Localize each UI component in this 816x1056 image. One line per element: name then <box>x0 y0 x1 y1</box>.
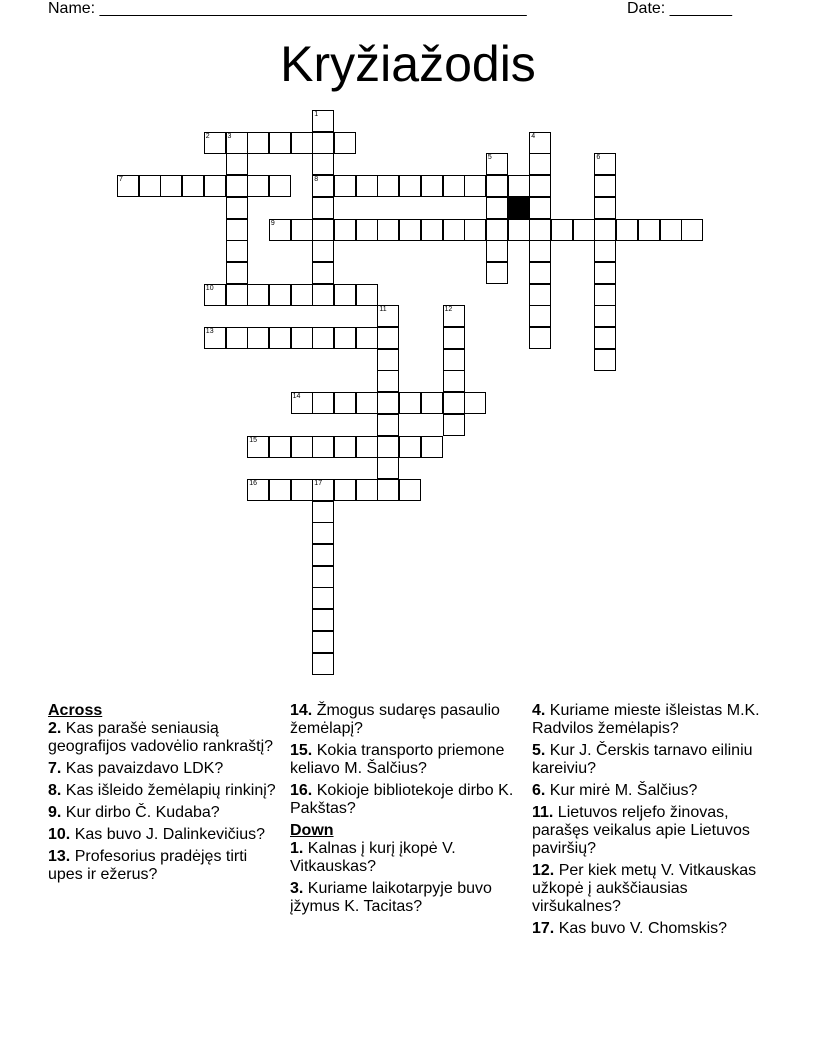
clue-number: 13. <box>48 848 71 865</box>
grid-cell <box>443 414 465 436</box>
clue-item <box>48 720 286 756</box>
grid-cell <box>529 327 551 349</box>
page-title: Kryžiažodis <box>280 36 536 92</box>
grid-clue-number: 16 <box>249 479 257 487</box>
clue-number: 16. <box>290 782 313 799</box>
grid-cell <box>377 414 399 436</box>
grid-cell <box>312 522 334 544</box>
grid-cell <box>269 284 291 306</box>
grid-cell <box>594 219 616 241</box>
grid-cell <box>269 132 291 154</box>
grid-cell <box>226 175 248 197</box>
grid-cell <box>312 501 334 523</box>
grid-cell <box>529 305 551 327</box>
clue-number: 12. <box>532 862 555 879</box>
grid-cell <box>204 175 226 197</box>
grid-cell <box>529 197 551 219</box>
grid-cell <box>377 457 399 479</box>
clue-item <box>532 702 762 738</box>
grid-cell <box>594 305 616 327</box>
grid-clue-number: 2 <box>205 132 210 140</box>
clue-text: Kur J. Čerskis tarnavo eiliniu kareiviu? <box>532 742 753 777</box>
grid-cell <box>529 153 551 175</box>
grid-cell <box>291 327 313 349</box>
grid-cell <box>529 175 551 197</box>
clue-text: Kokia transporto priemone keliavo M. Šalčius? <box>290 742 505 777</box>
clue-text: Kuriame laikotarpyje buvo įžymus K. Tacitas? <box>290 880 492 915</box>
clue-number: 7. <box>48 760 62 777</box>
grid-cell <box>312 262 334 284</box>
down-clue-list-continued <box>532 702 762 938</box>
grid-clue-number: 14 <box>292 393 301 401</box>
clue-text: Kuriame mieste išleistas M.K. Radvilos žemėlapis? <box>532 702 760 737</box>
grid-clue-number: 10 <box>205 284 214 292</box>
grid-cell <box>334 175 356 197</box>
grid-cell <box>486 240 508 262</box>
grid-cell <box>312 544 334 566</box>
clue-text: Kokioje bibliotekoje dirbo K. Pakštas? <box>290 782 514 817</box>
grid-cell <box>312 392 334 414</box>
clue-item <box>48 848 286 884</box>
grid-cell <box>464 219 486 241</box>
grid-cell <box>356 284 378 306</box>
grid-cell <box>139 175 161 197</box>
grid-cell <box>356 327 378 349</box>
grid-cell <box>443 219 465 241</box>
clue-item <box>48 782 286 800</box>
grid-cell <box>334 327 356 349</box>
grid-clue-number: 5 <box>487 154 492 162</box>
grid-cell <box>443 370 465 392</box>
grid-cell <box>356 219 378 241</box>
grid-clue-number: 9 <box>270 219 275 227</box>
clue-number: 10. <box>48 826 71 843</box>
clue-number: 8. <box>48 782 62 799</box>
grid-cell <box>638 219 660 241</box>
clue-text: Per kiek metų V. Vitkauskas užkopė į aukščiausias viršukalnes? <box>532 862 757 915</box>
grid-cell <box>312 132 334 154</box>
grid-cell <box>247 327 269 349</box>
grid-clue-number: 4 <box>531 132 536 140</box>
grid-cell <box>594 284 616 306</box>
clue-item <box>48 760 286 778</box>
grid-cell <box>443 349 465 371</box>
clue-text: Kas buvo J. Dalinkevičius? <box>70 826 266 843</box>
grid-cell <box>594 175 616 197</box>
grid-clue-number: 6 <box>596 154 601 162</box>
grid-cell <box>443 175 465 197</box>
grid-cell <box>529 262 551 284</box>
grid-cell <box>377 479 399 501</box>
clue-item <box>532 862 762 916</box>
grid-cell <box>356 479 378 501</box>
clue-text: Kas išleido žemėlapių rinkinį? <box>61 782 276 799</box>
grid-cell <box>312 653 334 675</box>
grid-cell <box>377 392 399 414</box>
clue-number: 4. <box>532 702 546 719</box>
name-line: Name: ________________________________________________ <box>48 0 527 17</box>
grid-cell <box>616 219 638 241</box>
clue-item <box>532 804 762 858</box>
grid-clue-number: 15 <box>249 436 257 444</box>
clue-text: Žmogus sudaręs pasaulio žemėlapį? <box>290 702 500 737</box>
grid-cell <box>594 349 616 371</box>
grid-cell <box>551 219 573 241</box>
grid-cell <box>291 219 313 241</box>
clues-column-1 <box>48 702 286 888</box>
grid-cell <box>312 631 334 653</box>
down-clue-list <box>290 840 528 916</box>
grid-cell <box>291 436 313 458</box>
clue-text: Kas buvo V. Chomskis? <box>554 920 728 937</box>
grid-cell <box>508 219 530 241</box>
grid-cell <box>464 175 486 197</box>
grid-cell <box>421 219 443 241</box>
grid-cell <box>594 197 616 219</box>
grid-clue-number: 11 <box>379 306 387 314</box>
grid-cell <box>334 219 356 241</box>
clue-number: 6. <box>532 782 546 799</box>
grid-cell <box>269 436 291 458</box>
grid-cell <box>421 436 443 458</box>
grid-clue-number: 17 <box>314 479 323 487</box>
grid-cell <box>312 587 334 609</box>
grid-cell <box>399 479 421 501</box>
grid-cell <box>312 609 334 631</box>
grid-cell <box>312 197 334 219</box>
grid-cell <box>573 219 595 241</box>
clue-number: 2. <box>48 720 62 737</box>
grid-cell <box>377 219 399 241</box>
grid-cell <box>681 219 703 241</box>
grid-cell <box>312 240 334 262</box>
grid-cell <box>291 284 313 306</box>
grid-cell <box>312 566 334 588</box>
down-heading: Down <box>290 822 334 839</box>
grid-cell <box>486 197 508 219</box>
clue-item <box>290 742 528 778</box>
grid-cell <box>226 153 248 175</box>
clue-text: Lietuvos reljefo žinovas, parašęs veikalus apie Lietuvos paviršių? <box>532 804 750 857</box>
grid-cell <box>291 132 313 154</box>
clues-column-2 <box>290 702 528 920</box>
grid-cell <box>312 284 334 306</box>
grid-cell <box>399 175 421 197</box>
grid-cell <box>486 262 508 284</box>
clue-number: 5. <box>532 742 546 759</box>
clues-column-3 <box>532 702 762 942</box>
clue-item <box>532 742 762 778</box>
across-heading: Across <box>48 702 103 719</box>
grid-cell <box>443 327 465 349</box>
grid-cell <box>377 175 399 197</box>
grid-cell <box>399 392 421 414</box>
grid-clue-number: 12 <box>444 306 453 314</box>
grid-cell <box>334 132 356 154</box>
grid-cell <box>486 175 508 197</box>
clue-item <box>290 702 528 738</box>
clue-text: Kalnas į kurį įkopė V. Vitkauskas? <box>290 840 456 875</box>
clue-item <box>290 880 528 916</box>
grid-cell <box>312 436 334 458</box>
clue-item <box>532 920 762 938</box>
across-clue-list <box>48 720 286 884</box>
grid-cell <box>594 327 616 349</box>
grid-cell <box>529 240 551 262</box>
grid-cell <box>377 327 399 349</box>
clue-number: 15. <box>290 742 313 759</box>
grid-cell <box>356 392 378 414</box>
grid-cell <box>247 132 269 154</box>
grid-cell <box>660 219 682 241</box>
grid-cell <box>486 219 508 241</box>
grid-clue-number: 13 <box>205 328 214 335</box>
clue-item <box>290 840 528 876</box>
grid-cell <box>226 262 248 284</box>
grid-cell <box>247 284 269 306</box>
clue-number: 1. <box>290 840 304 857</box>
grid-cell <box>399 219 421 241</box>
grid-cell <box>312 153 334 175</box>
grid-cell <box>312 219 334 241</box>
grid-cell <box>594 262 616 284</box>
grid-cell <box>269 327 291 349</box>
grid-cell <box>312 327 334 349</box>
across-clue-list-continued <box>290 702 528 818</box>
grid-cell <box>529 219 551 241</box>
grid-cell <box>529 284 551 306</box>
date-line: Date: _______ <box>627 0 732 17</box>
grid-cell <box>247 175 269 197</box>
clue-text: Kur dirbo Č. Kudaba? <box>61 804 220 821</box>
clue-number: 17. <box>532 920 555 937</box>
grid-cell <box>508 175 530 197</box>
grid-cell <box>377 370 399 392</box>
grid-cell <box>269 479 291 501</box>
grid-cell <box>464 392 486 414</box>
clue-item <box>48 804 286 822</box>
grid-black-cell <box>508 197 530 219</box>
grid-cell <box>160 175 182 197</box>
clue-number: 3. <box>290 880 304 897</box>
grid-cell <box>377 349 399 371</box>
clue-number: 11. <box>532 804 554 821</box>
clue-text: Kas pavaizdavo LDK? <box>61 760 224 777</box>
grid-cell <box>226 284 248 306</box>
clue-item <box>290 782 528 818</box>
grid-cell <box>334 479 356 501</box>
grid-cell <box>443 392 465 414</box>
grid-cell <box>226 240 248 262</box>
clue-text: Kur mirė M. Šalčius? <box>545 782 698 799</box>
clue-text: Profesorius pradėjęs tirti upes ir ežerus? <box>48 848 248 883</box>
grid-cell <box>594 240 616 262</box>
grid-clue-number: 1 <box>314 111 319 118</box>
grid-clue-number: 3 <box>227 132 232 140</box>
grid-cell <box>399 436 421 458</box>
grid-clue-number: 7 <box>119 176 123 184</box>
grid-cell <box>356 436 378 458</box>
grid-cell <box>356 175 378 197</box>
clue-text: Kas parašė seniausią geografijos vadovėlio rankraštį? <box>48 720 274 755</box>
grid-cell <box>421 175 443 197</box>
clue-number: 14. <box>290 702 313 719</box>
clue-item <box>532 782 762 800</box>
grid-cell <box>377 436 399 458</box>
grid-cell <box>226 197 248 219</box>
grid-cell <box>269 175 291 197</box>
grid-cell <box>421 392 443 414</box>
grid-cell <box>334 392 356 414</box>
grid-cell <box>334 436 356 458</box>
grid-cell <box>334 284 356 306</box>
grid-cell <box>226 219 248 241</box>
grid-clue-number: 8 <box>314 176 319 184</box>
grid-cell <box>226 327 248 349</box>
grid-cell <box>291 479 313 501</box>
grid-cell <box>182 175 204 197</box>
clue-item <box>48 826 286 844</box>
clue-number: 9. <box>48 804 62 821</box>
